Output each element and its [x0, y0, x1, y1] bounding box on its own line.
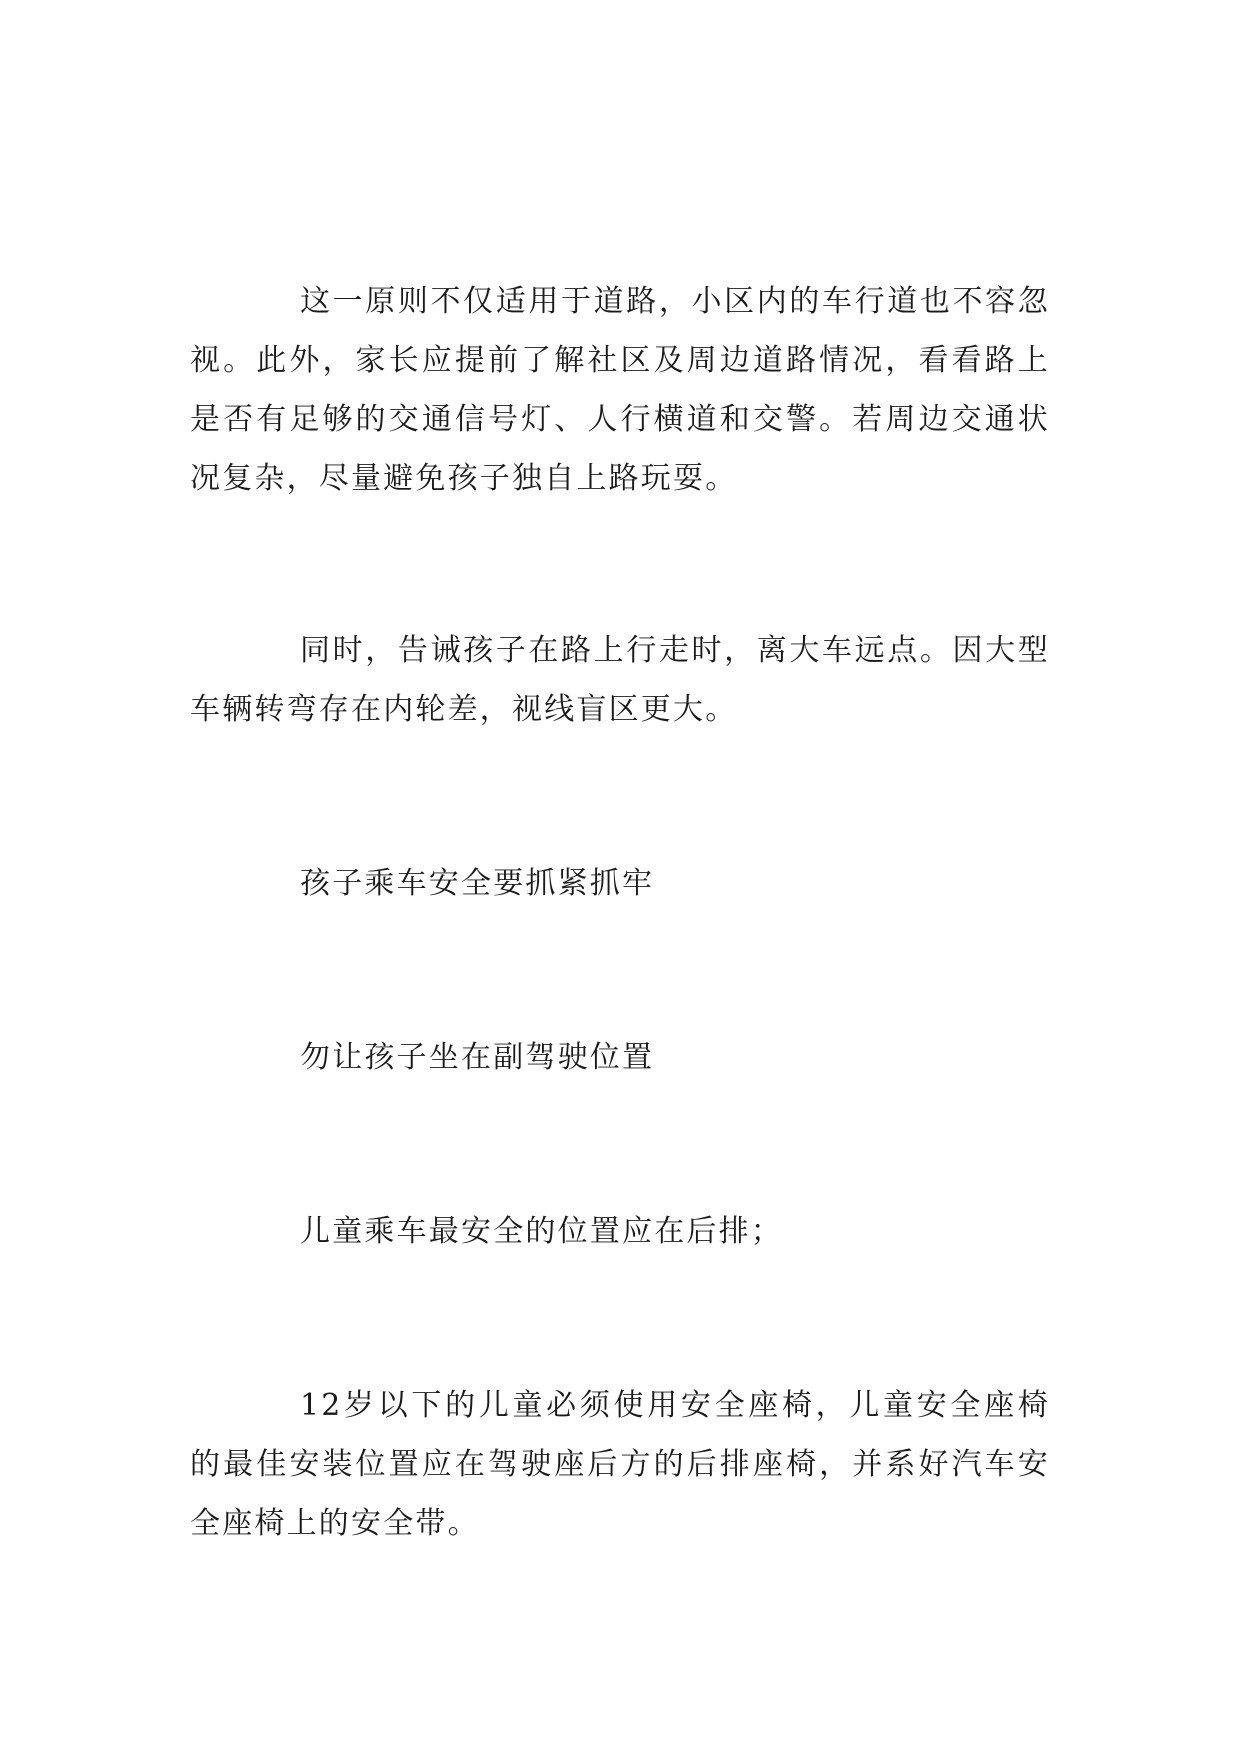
paragraph-safety-seat: 12岁以下的儿童必须使用安全座椅，儿童安全座椅的最佳安装位置应在驾驶座后方的后排座椅，并系好汽车安全座椅上的安全带。	[190, 1388, 1050, 1541]
paragraph-road-safety: 这一原则不仅适用于道路，小区内的车行道也不容忽视。此外，家长应提前了解社区及周边道路情况，看看路上是否有足够的交通信号灯、人行横道和交警。若周边交通状况复杂，尽量避免孩子独自上路玩耍。	[190, 284, 1050, 496]
subheading-no-front-seat: 勿让孩子坐在副驾驶位置	[300, 1040, 655, 1075]
paragraph-rear-seat: 儿童乘车最安全的位置应在后排；	[300, 1214, 783, 1249]
section-heading-ride-safety: 孩子乘车安全要抓紧抓牢	[300, 866, 655, 901]
paragraph-large-vehicles: 同时，告诫孩子在路上行走时，离大车远点。因大型车辆转弯存在内轮差，视线盲区更大。	[190, 633, 1050, 727]
